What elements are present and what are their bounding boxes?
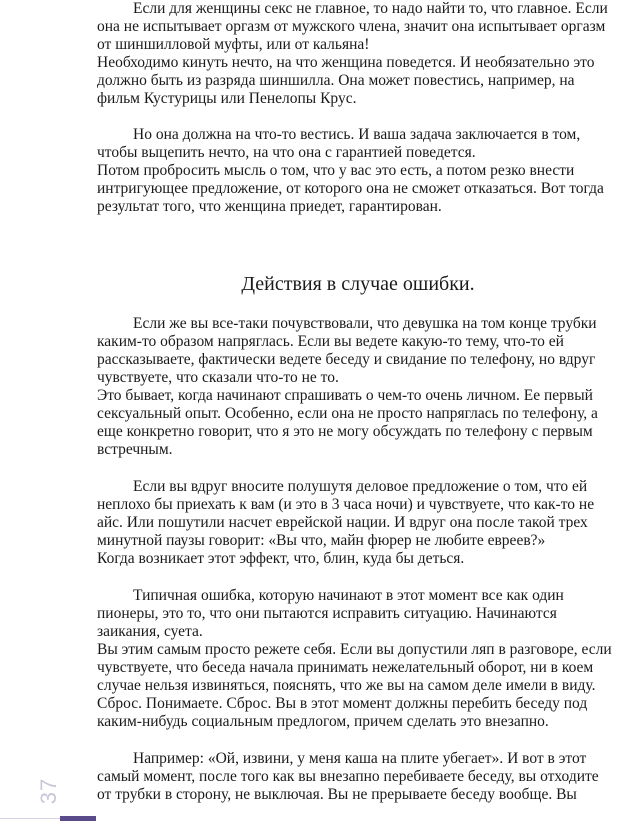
page-footer-accent-bar [60,816,96,821]
section-heading: Действия в случае ошибки. [241,273,475,295]
text-line: Типичная ошибка, которую начинают в этот момент все как один [133,587,564,604]
text-line: Например: «Ой, извини, у меня каша на плите убегает». И вот в этот [133,750,587,767]
text-line: встречным. [97,441,173,458]
text-line: Вы этим самым просто режете себя. Если вы допустили ляп в разговоре, если [97,641,612,658]
text-line: Если для женщины секс не главное, то надо найти то, что главное. Если [133,0,608,17]
text-line: Если вы вдруг вносите полушутя деловое предложение о том, что ей [133,478,588,495]
text-line: пионеры, это то, что они пытаются исправить ситуацию. Начинаются [97,605,557,622]
text-line: Сброс. Понимаете. Сброс. Вы в этот момент должны перебить беседу под [97,695,588,712]
text-line: минутной паузы говорит: «Вы что, майн фюрер не любите евреев?» [97,532,546,549]
text-line: рассказываете, фактически ведете беседу и свидание по телефону, но вдруг [97,351,596,368]
text-line: самый момент, после того как вы внезапно перебиваете беседу, вы отходите [97,768,599,785]
text-line: от трубки в сторону, не выключая. Вы не прерываете беседу вообще. Вы [97,786,577,803]
page-number: 37 [36,777,61,805]
text-line: каким-нибудь социальным предлогом, причем сделать это внезапно. [97,713,549,730]
text-line: еще конкретно говорит, что я это не могу обсуждать по телефону с первым [97,423,593,440]
text-line: чтобы выцепить нечто, на что она с гарантией поведется. [97,144,476,161]
text-line: случае нельзя извиняться, пояснять, что же вы на самом деле имели в виду. [97,677,596,694]
text-line: должно быть из разряда шиншилла. Она может повестись, например, на [97,72,575,89]
text-line: Но она должна на что-то вестись. И ваша задача заключается в том, [133,126,581,143]
text-line: Если же вы все-таки почувствовали, что девушка на том конце трубки [133,315,597,332]
text-line: Необходимо кинуть нечто, на что женщина поведется. И необязательно это [97,54,595,71]
text-line: каким-то образом напряглась. Если вы ведете какую-то тему, что-то ей [97,333,564,350]
text-line: чувствуете, что беседа начала принимать нежелательный оборот, ни в коем [97,659,594,676]
text-line: фильм Кустурицы или Пенелопы Крус. [97,90,357,107]
text-line: интригующее предложение, от которого она не сможет отказаться. Вот тогда [97,180,604,197]
text-line: чувствуете, что сказали что-то не то. [97,369,339,386]
text-line: результат того, что женщина приедет, гарантирован. [97,198,442,215]
text-line: заикания, суета. [97,623,203,640]
text-line: айс. Или пошутили насчет еврейской нации. И вдруг она после такой трех [97,514,588,531]
text-line: Когда возникает этот эффект, что, блин, куда бы деться. [97,550,465,567]
page-footer-rule [0,818,60,819]
text-line: неплохо бы приехать к вам (и это в 3 часа ночи) и чувствуете, что как-то не [97,496,595,513]
text-line: от шиншилловой муфты, или от кальяна! [97,36,370,53]
text-line: Потом пробросить мысль о том, что у вас это есть, а потом резко внести [97,162,575,179]
text-line: она не испытывает оргазм от мужского члена, значит она испытывает оргазм [97,18,606,35]
text-line: Это бывает, когда начинают спрашивать о чем-то очень личном. Ее первый [97,387,593,404]
text-line: сексуальный опыт. Особенно, если она не просто напряглась по телефону, а [97,405,598,422]
